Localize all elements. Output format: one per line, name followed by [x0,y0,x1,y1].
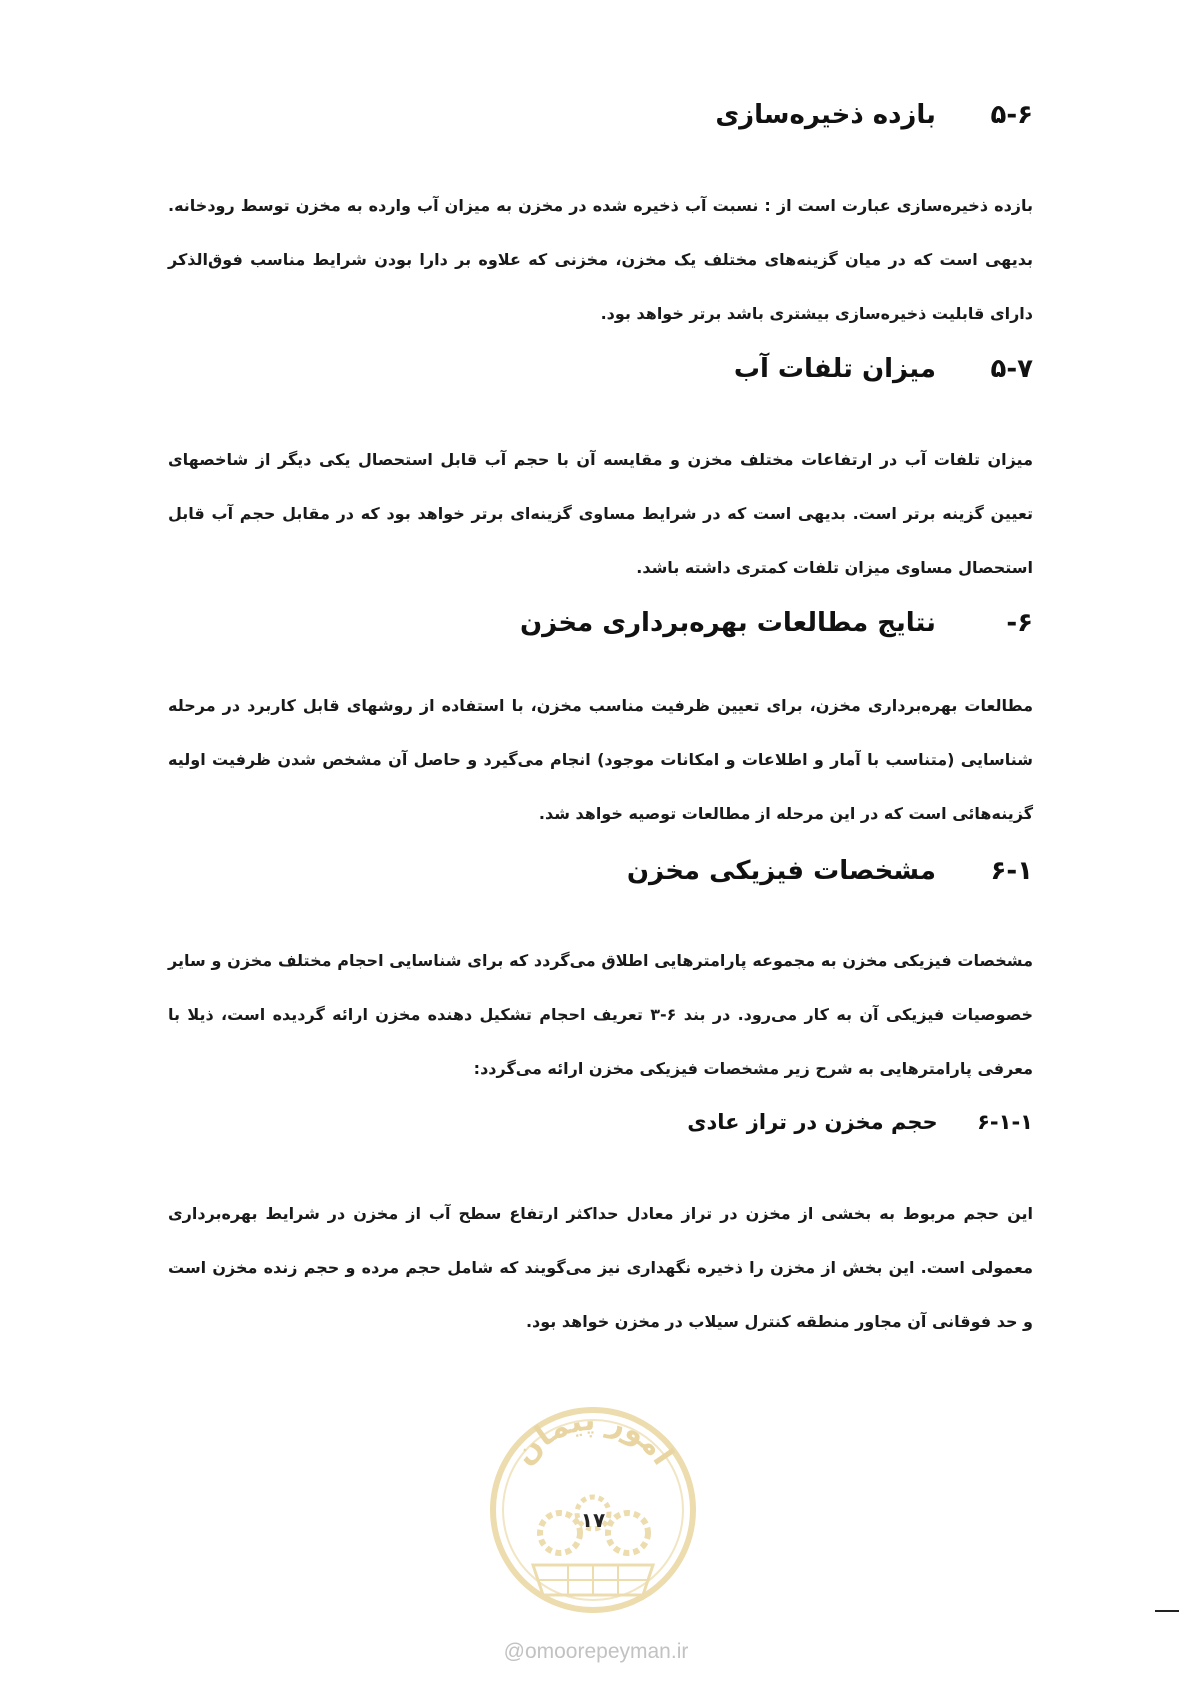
section-number: ۵-۷ [990,354,1033,384]
section-title: بازده ذخیره‌سازی [715,100,936,130]
section-5-7-paragraph: میزان تلفات آب در ارتفاعات مختلف مخزن و مقایسه آن با حجم آب قابل استحصال یکی دیگر از شاخصهای تعیین گزینه برتر است. بدیهی است که در شرایط مساوی گزینه‌ای برتر خواهد بود که در مقابل حجم آب قابل استحصال مساوی میزان تلفات کمتری داشته باشد. [168,450,1033,577]
section-title: مشخصات فیزیکی مخزن [626,856,936,886]
section-number: ۶- [1006,608,1033,638]
section-title: حجم مخزن در تراز عادی [687,1110,938,1134]
watermark-text: امور پیمان [506,1405,681,1472]
scan-edge-mark [1155,1610,1179,1612]
section-6-1-1-heading [687,1110,1033,1134]
svg-text:امور پیمان [507,1405,680,1472]
section-number: ۶-۱-۱ [977,1110,1033,1134]
section-5-6-paragraph: بازده ذخیره‌سازی عبارت است از : نسبت آب ذخیره شده در مخزن به میزان آب وارده به مخزن توسط رودخانه. بدیهی است که در میان گزینه‌های مختلف یک مخزن، مخزنی که علاوه بر دارا بودن شرایط مناسب فوق‌الذکر دارای قابلیت ذخیره‌سازی بیشتری باشد برتر خواهد بود. [168,196,1033,323]
section-5-6-heading [715,100,1033,130]
section-number: ۵-۶ [990,100,1033,130]
section-6-1-heading [627,856,1033,886]
section-6-heading [520,608,1033,638]
section-6-1-paragraph: مشخصات فیزیکی مخزن به مجموعه پارامترهایی اطلاق می‌گردد که برای شناسایی احجام مختلف مخزن و سایر خصوصیات فیزیکی آن به کار می‌رود. در بند ۶-۳ تعریف احجام تشکیل دهنده مخزن ارائه گردیده است، ذیلا با معرفی پارامترهایی به شرح زیر مشخصات فیزیکی مخزن ارائه می‌گردد: [168,951,1034,1078]
section-title: نتایج مطالعات بهره‌برداری مخزن [519,608,936,638]
page-number: ۱۷ [580,1508,606,1532]
section-6-paragraph: مطالعات بهره‌برداری مخزن، برای تعیین ظرفیت مناسب مخزن، با استفاده از روشهای قابل کاربرد در مرحله شناسایی (متناسب با آمار و اطلاعات و امکانات موجود) انجام می‌گیرد و حاصل آن مشخص شدن ظرفیت اولیه گزینه‌هائی است که در این مرحله از مطالعات توصیه خواهد شد. [168,696,1033,823]
section-title: میزان تلفات آب [733,354,936,384]
website-watermark: @omoorepeyman.ir [503,1640,689,1663]
section-number: ۶-۱ [990,856,1033,886]
section-6-1-1-paragraph: این حجم مربوط به بخشی از مخزن در تراز معادل حداکثر ارتفاع سطح آب از مخزن در شرایط بهره‌برداری معمولی است. این بخش از مخزن را ذخیره نگهداری نیز می‌گویند که شامل حجم مرده و حجم زنده مخزن است و حد فوقانی آن مجاور منطقه کنترل سیلاب در مخزن خواهد بود. [168,1204,1033,1331]
section-5-7-heading [734,354,1033,384]
